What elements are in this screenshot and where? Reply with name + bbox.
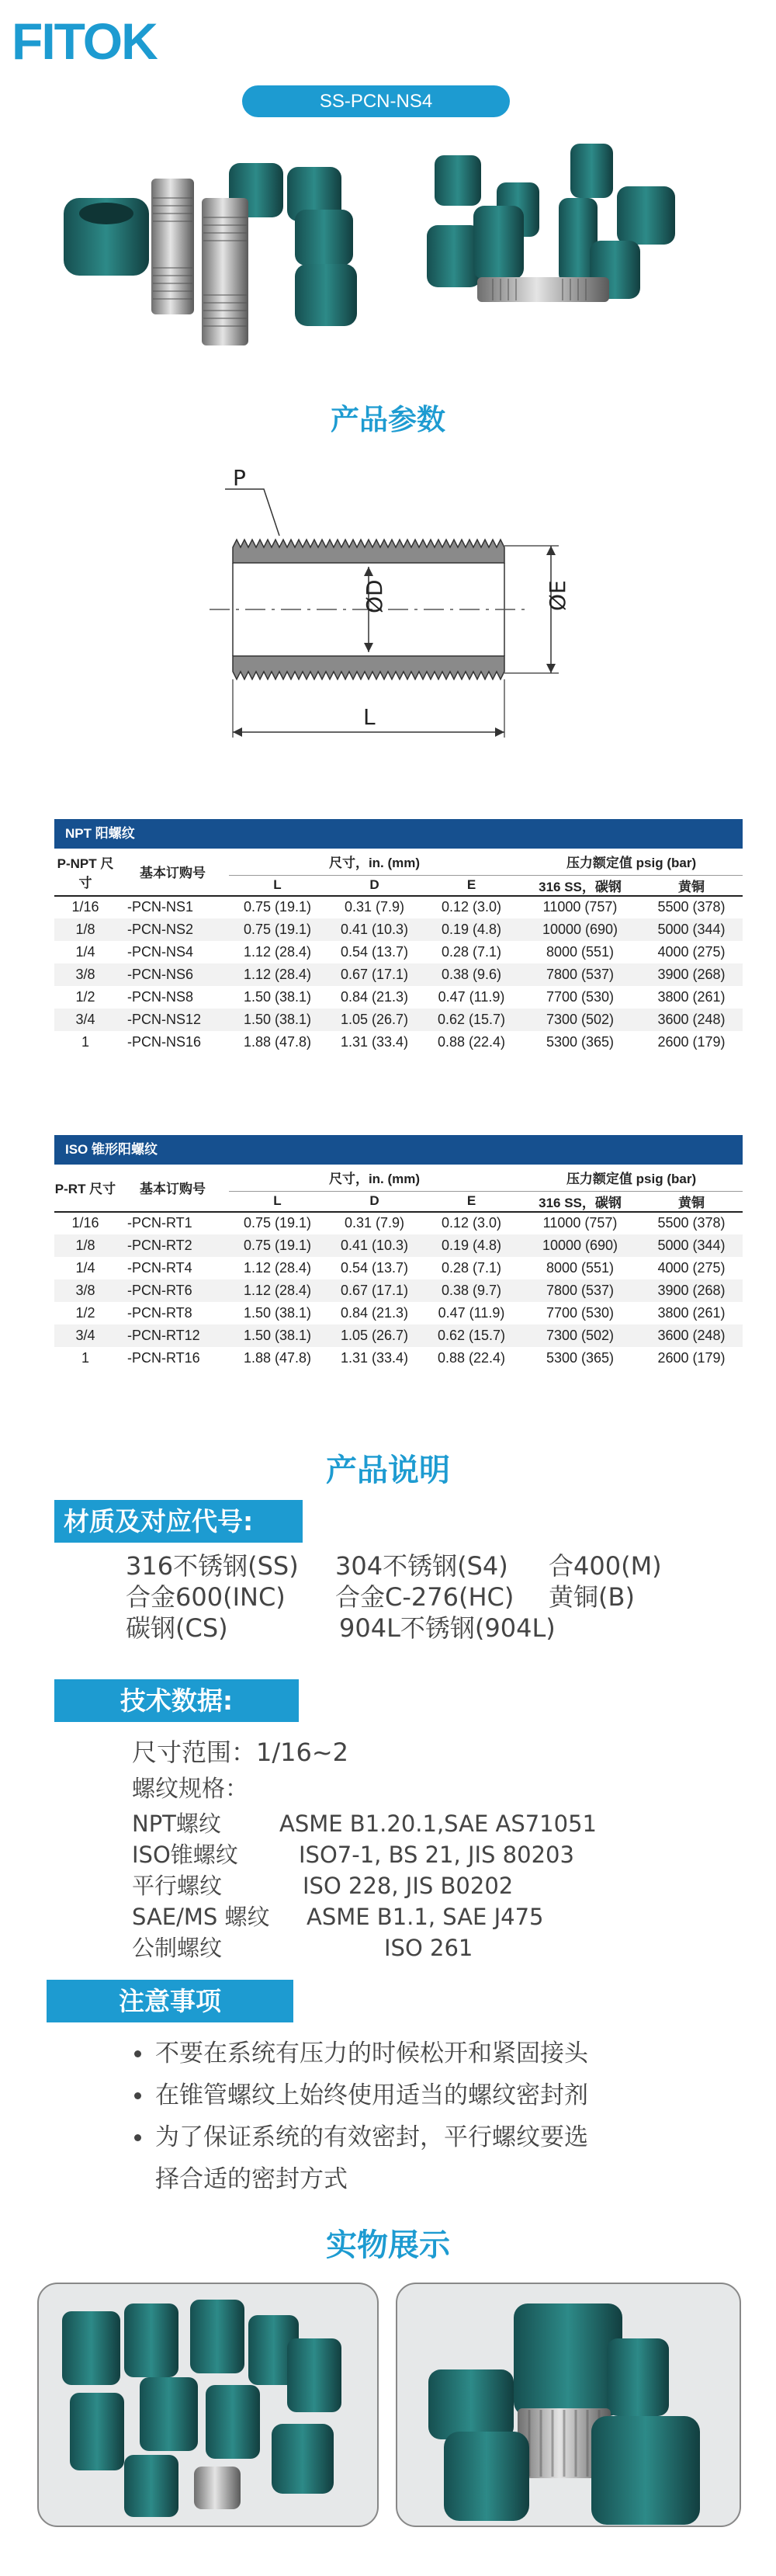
table-cell: 10000 (690) <box>542 1237 618 1253</box>
header-d: D <box>326 1191 423 1212</box>
thread-title: 螺纹规格： <box>132 1776 248 1803</box>
table-cell: 5500 (378) <box>657 1215 726 1231</box>
table-cell: 1/8 <box>75 1237 95 1253</box>
table-cell: 1.31 (33.4) <box>340 1033 409 1050</box>
bullet-dot <box>134 2134 141 2141</box>
table-cell: 0.41 (10.3) <box>340 921 409 937</box>
tech-heading <box>54 1679 299 1722</box>
table-cell: 3/8 <box>75 966 95 982</box>
table-cell: 7800 (537) <box>546 966 615 982</box>
table-cell: 0.88 (22.4) <box>437 1349 506 1366</box>
table-row <box>54 963 743 986</box>
table-cell: 0.88 (22.4) <box>437 1033 506 1050</box>
table-cell: 1.50 (38.1) <box>243 1327 312 1343</box>
product-photo-left <box>54 144 365 361</box>
table-cell: 5300 (365) <box>546 1033 615 1050</box>
thread-standard: ASME B1.20.1,SAE AS71051 <box>279 1810 597 1837</box>
table-cell: 0.38 (9.6) <box>441 966 502 982</box>
table-cell: -PCN-NS4 <box>127 943 194 960</box>
table-cell: 0.47 (11.9) <box>438 988 505 1005</box>
table-cell: 3800 (261) <box>657 1304 726 1321</box>
table-row <box>54 1257 743 1279</box>
material-item: 合金C-276(HC) <box>335 1582 514 1612</box>
table-cell: 1.12 (28.4) <box>243 943 312 960</box>
header-brass: 黄铜 <box>640 1191 743 1212</box>
table-cell: -PCN-RT4 <box>127 1259 192 1276</box>
header-code: 基本订购号 <box>116 849 229 896</box>
table-cell: 0.75 (19.1) <box>243 1215 312 1231</box>
table-row <box>54 1324 743 1347</box>
table-cell: 0.54 (13.7) <box>340 1259 409 1276</box>
table-row <box>54 1009 743 1031</box>
table-cell: 1/2 <box>75 1304 95 1321</box>
table-cell: 0.84 (21.3) <box>340 1304 409 1321</box>
notes-list <box>155 2033 760 2200</box>
header-size: P-NPT 尺寸 <box>54 849 116 896</box>
tech-heading-text: 技术数据: <box>120 1686 234 1716</box>
display-photo-right <box>396 2283 741 2527</box>
table-cell: 5500 (378) <box>657 899 726 915</box>
table-row <box>54 1279 743 1302</box>
bullet-dot <box>134 2092 141 2099</box>
table-cell: 0.47 (11.9) <box>438 1304 505 1321</box>
materials-heading <box>54 1500 303 1543</box>
table-caption: ISO 锥形阳螺纹 <box>54 1135 743 1165</box>
table-cell: 10000 (690) <box>542 921 618 937</box>
table-cell: 3/4 <box>75 1011 95 1027</box>
table-cell: 0.12 (3.0) <box>441 1215 502 1231</box>
label-e: ØE <box>545 580 570 611</box>
header-ss: 316 SS，碳钢 <box>520 1191 640 1212</box>
header-l: L <box>229 1191 326 1212</box>
table-cell: 2600 (179) <box>657 1349 726 1366</box>
table-cell: 3900 (268) <box>657 1282 726 1298</box>
table-cell: 1/16 <box>71 1215 99 1231</box>
thread-standard: ISO7-1, BS 21, JIS 80203 <box>299 1842 574 1868</box>
table-cell: 3/8 <box>75 1282 95 1298</box>
table-row <box>54 1234 743 1257</box>
table-caption: NPT 阳螺纹 <box>54 819 743 849</box>
table-cell: 0.75 (19.1) <box>243 921 312 937</box>
table-cell: 1.50 (38.1) <box>243 988 312 1005</box>
table-cell: 1.12 (28.4) <box>243 1259 312 1276</box>
table-cell: 3/4 <box>75 1327 95 1343</box>
header-e: E <box>423 1191 520 1212</box>
table-row <box>54 1212 743 1234</box>
table-row <box>54 918 743 941</box>
table-row <box>54 986 743 1009</box>
table-cell: 11000 (757) <box>542 899 618 915</box>
table-cell: 0.19 (4.8) <box>441 1237 502 1253</box>
table-row <box>54 1347 743 1370</box>
table-cell: 3800 (261) <box>657 988 726 1005</box>
table-cell: 2600 (179) <box>657 1033 726 1050</box>
table-cell: 0.41 (10.3) <box>340 1237 409 1253</box>
table-cell: -PCN-RT12 <box>127 1327 200 1343</box>
header-dims: 尺寸，in. (mm) <box>229 849 520 875</box>
table-cell: 7700 (530) <box>546 1304 615 1321</box>
table-cell: 1/2 <box>75 988 95 1005</box>
thread-standard: ISO 228, JIS B0202 <box>303 1873 514 1899</box>
notes-heading-text: 注意事项 <box>119 1986 221 2016</box>
table-cell: 1.88 (47.8) <box>243 1349 312 1366</box>
table-cell: 1/8 <box>75 921 95 937</box>
table-cell: 0.28 (7.1) <box>441 1259 502 1276</box>
table-row <box>54 1031 743 1054</box>
table-cell: -PCN-NS2 <box>127 921 194 937</box>
section-title-show: 实物展示 <box>326 2227 450 2263</box>
caps-photo <box>39 2284 379 2527</box>
table-cell: -PCN-RT1 <box>127 1215 192 1231</box>
table-cell: 5000 (344) <box>657 921 726 937</box>
table-cell: 8000 (551) <box>546 943 615 960</box>
material-item: 316不锈钢(SS) <box>126 1551 299 1581</box>
label-d: ØD <box>362 579 387 613</box>
table-cell: 5300 (365) <box>546 1349 615 1366</box>
label-l: L <box>363 704 376 730</box>
table-cell: 0.67 (17.1) <box>340 966 409 982</box>
table-cell: 0.19 (4.8) <box>441 921 502 937</box>
table-cell: 0.28 (7.1) <box>441 943 502 960</box>
table-cell: 0.62 (15.7) <box>437 1011 506 1027</box>
bullet-dot <box>134 2050 141 2057</box>
table-cell: 3600 (248) <box>657 1327 726 1343</box>
table-cell: 0.62 (15.7) <box>437 1327 506 1343</box>
table-row <box>54 1302 743 1324</box>
note-item: 择合适的密封方式 <box>155 2165 348 2193</box>
table-cell: 4000 (275) <box>657 943 726 960</box>
header-code: 基本订购号 <box>116 1165 229 1212</box>
header-l: L <box>229 875 326 896</box>
table-row <box>54 941 743 963</box>
table-cell: 1 <box>81 1349 89 1366</box>
table-cell: 1.05 (26.7) <box>340 1011 409 1027</box>
table-cell: 1/4 <box>75 1259 95 1276</box>
table-cell: 3600 (248) <box>657 1011 726 1027</box>
materials-list <box>126 1550 762 1644</box>
table-cell: -PCN-NS6 <box>127 966 194 982</box>
table-cell: 4000 (275) <box>657 1259 726 1276</box>
header-ss: 316 SS，碳钢 <box>520 875 640 896</box>
thread-type: 公制螺纹 <box>132 1935 223 1961</box>
table-cell: 7300 (502) <box>546 1011 615 1027</box>
header-dims: 尺寸，in. (mm) <box>229 1165 520 1191</box>
section-title-params: 产品参数 <box>331 403 445 436</box>
material-item: 黄铜(B) <box>549 1582 635 1612</box>
table-cell: -PCN-NS16 <box>127 1033 202 1050</box>
dimension-drawing <box>194 446 609 794</box>
table-cell: 7800 (537) <box>546 1282 615 1298</box>
table-cell: 0.75 (19.1) <box>243 1237 312 1253</box>
section-title-desc: 产品说明 <box>326 1453 450 1488</box>
table-cell: -PCN-RT8 <box>127 1304 192 1321</box>
header-pressure: 压力额定值 psig (bar) <box>520 1165 743 1191</box>
header-brass: 黄铜 <box>640 875 743 896</box>
table-cell: -PCN-RT16 <box>127 1349 200 1366</box>
table-cell: -PCN-NS8 <box>127 988 194 1005</box>
note-item: 在锥管螺纹上始终使用适当的螺纹密封剂 <box>155 2081 588 2109</box>
product-photo-right <box>419 144 729 322</box>
material-item: 碳钢(CS) <box>126 1613 228 1643</box>
table-cell: -PCN-NS1 <box>127 899 194 915</box>
table-cell: 1.50 (38.1) <box>243 1011 312 1027</box>
label-p: P <box>233 465 246 491</box>
model-badge: SS-PCN-NS4 <box>242 85 510 117</box>
iso-spec-table <box>54 1135 743 1370</box>
table-cell: 0.31 (7.9) <box>344 1215 405 1231</box>
thread-type: NPT螺纹 <box>132 1810 221 1837</box>
size-range: 尺寸范围：1/16~2 <box>132 1738 349 1767</box>
table-cell: 0.12 (3.0) <box>441 899 502 915</box>
thread-standard: ASME B1.1, SAE J475 <box>307 1904 544 1930</box>
svg-text:FITOK: FITOK <box>12 14 157 68</box>
thread-type: ISO锥螺纹 <box>132 1842 238 1868</box>
header-e: E <box>423 875 520 896</box>
table-cell: 1/4 <box>75 943 95 960</box>
table-cell: 7700 (530) <box>546 988 615 1005</box>
table-cell: 1.88 (47.8) <box>243 1033 312 1050</box>
fitting-photo <box>397 2284 741 2527</box>
table-cell: 0.54 (13.7) <box>340 943 409 960</box>
tech-data <box>132 1734 753 1963</box>
display-photo-left <box>37 2283 379 2527</box>
table-cell: 1.05 (26.7) <box>340 1327 409 1343</box>
table-cell: 1 <box>81 1033 89 1050</box>
table-cell: 1.50 (38.1) <box>243 1304 312 1321</box>
table-cell: 0.75 (19.1) <box>243 899 312 915</box>
thread-type: 平行螺纹 <box>132 1873 223 1899</box>
materials-heading-text: 材质及对应代号: <box>64 1506 254 1536</box>
table-cell: 1.12 (28.4) <box>243 1282 312 1298</box>
fitok-logo <box>12 14 198 68</box>
table-cell: 11000 (757) <box>542 1215 618 1231</box>
table-cell: 0.31 (7.9) <box>344 899 405 915</box>
note-item: 为了保证系统的有效密封，平行螺纹要选 <box>155 2123 588 2151</box>
table-cell: -PCN-RT6 <box>127 1282 192 1298</box>
header-size: P-RT 尺寸 <box>54 1165 116 1212</box>
table-cell: 7300 (502) <box>546 1327 615 1343</box>
table-cell: -PCN-RT2 <box>127 1237 192 1253</box>
table-cell: 3900 (268) <box>657 966 726 982</box>
material-item: 合400(M) <box>549 1551 662 1581</box>
table-cell: -PCN-NS12 <box>127 1011 202 1027</box>
table-cell: 1/16 <box>71 899 99 915</box>
table-row <box>54 896 743 918</box>
thread-type: SAE/MS 螺纹 <box>132 1904 270 1930</box>
npt-spec-table <box>54 819 743 1054</box>
header-pressure: 压力额定值 psig (bar) <box>520 849 743 875</box>
material-item: 904L不锈钢(904L) <box>339 1613 556 1643</box>
table-cell: 1.31 (33.4) <box>340 1349 409 1366</box>
thread-standard: ISO 261 <box>384 1935 473 1961</box>
table-cell: 1.12 (28.4) <box>243 966 312 982</box>
table-cell: 0.38 (9.7) <box>441 1282 502 1298</box>
table-cell: 0.67 (17.1) <box>340 1282 409 1298</box>
table-cell: 0.84 (21.3) <box>340 988 409 1005</box>
material-item: 304不锈钢(S4) <box>335 1551 508 1581</box>
header-d: D <box>326 875 423 896</box>
table-cell: 8000 (551) <box>546 1259 615 1276</box>
material-item: 合金600(INC) <box>126 1582 286 1612</box>
table-cell: 5000 (344) <box>657 1237 726 1253</box>
note-item: 不要在系统有压力的时候松开和紧固接头 <box>155 2040 588 2067</box>
notes-heading <box>47 1980 293 2022</box>
